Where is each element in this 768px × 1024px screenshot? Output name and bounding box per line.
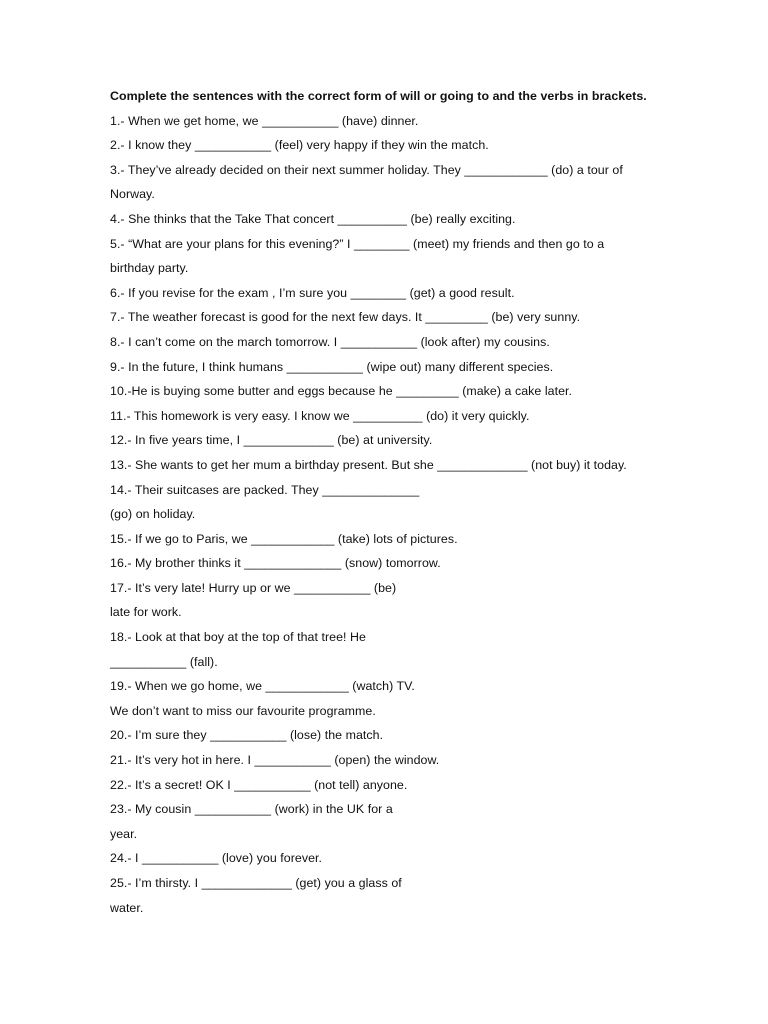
exercise-line: 10.-He is buying some butter and eggs because he _________ (make) a cake later. — [110, 384, 573, 399]
exercise-line: late for work. — [110, 605, 182, 620]
exercise-line: 25.- I’m thirsty. I _____________ (get) you a glass of — [110, 876, 402, 890]
exercise-line: 1.- When we get home, we ___________ (have) dinner. — [110, 113, 419, 128]
exercise-line: We don’t want to miss our favourite programme. — [110, 703, 376, 718]
exercise-line: 8.- I can’t come on the march tomorrow. I ___________ (look after) my cousins. — [110, 334, 550, 349]
exercise-line: birthday party. — [110, 261, 189, 276]
exercise-line: 21.- It’s very hot in here. I ___________ (open) the window. — [110, 753, 440, 768]
exercise-line: (go) on holiday. — [110, 507, 196, 522]
exercise-line: 13.- She wants to get her mum a birthday present. But she _____________ (not buy) it today. — [110, 457, 627, 472]
exercise-line: 23.- My cousin ___________ (work) in the UK for a — [110, 802, 393, 817]
exercise-line: year. — [110, 826, 138, 841]
exercise-line: Norway. — [110, 187, 155, 202]
exercise-line: 22.- It’s a secret! OK I ___________ (not tell) anyone. — [110, 777, 408, 792]
exercise-line: ___________ (fall). — [110, 654, 218, 669]
exercise-line: water. — [110, 900, 144, 915]
exercise-line: 18.- Look at that boy at the top of that tree! He — [110, 630, 366, 645]
exercise-line: 15.- If we go to Paris, we ____________ (take) lots of pictures. — [110, 531, 458, 546]
exercise-line: 6.- If you revise for the exam , I’m sure you ________ (get) a good result. — [110, 285, 515, 300]
exercise-line: 5.- “What are your plans for this evening?” I ________ (meet) my friends and then go to a — [110, 236, 605, 251]
exercise-line: 19.- When we go home, we ____________ (watch) TV. — [110, 679, 415, 694]
exercise-line: 4.- She thinks that the Take That concert __________ (be) really exciting. — [110, 211, 516, 226]
exercise-line: 9.- In the future, I think humans ___________ (wipe out) many different species. — [110, 359, 554, 374]
exercise-line: 2.- I know they ___________ (feel) very happy if they win the match. — [110, 138, 489, 153]
exercise-line: 3.- They’ve already decided on their next summer holiday. They ____________ (do) a tour of — [110, 162, 623, 177]
exercise-line: 20.- I’m sure they ___________ (lose) the match. — [110, 728, 384, 743]
worksheet-content — [110, 84, 670, 920]
exercise-line: 14.- Their suitcases are packed. They ______________ — [110, 482, 420, 497]
exercise-line: 24.- I ___________ (love) you forever. — [110, 851, 322, 866]
exercise-line: 17.- It’s very late! Hurry up or we ___________ (be) — [110, 580, 397, 595]
exercise-line: 16.- My brother thinks it ______________ (snow) tomorrow. — [110, 556, 441, 571]
exercise-line: 12.- In five years time, I _____________ (be) at university. — [110, 433, 433, 448]
exercise-line: 7.- The weather forecast is good for the next few days. It _________ (be) very sunny. — [110, 310, 581, 325]
exercise-line: 11.- This homework is very easy. I know we __________ (do) it very quickly. — [110, 408, 530, 423]
instructions-heading: Complete the sentences with the correct form of will or going to and the verbs in brackets. — [110, 89, 647, 103]
